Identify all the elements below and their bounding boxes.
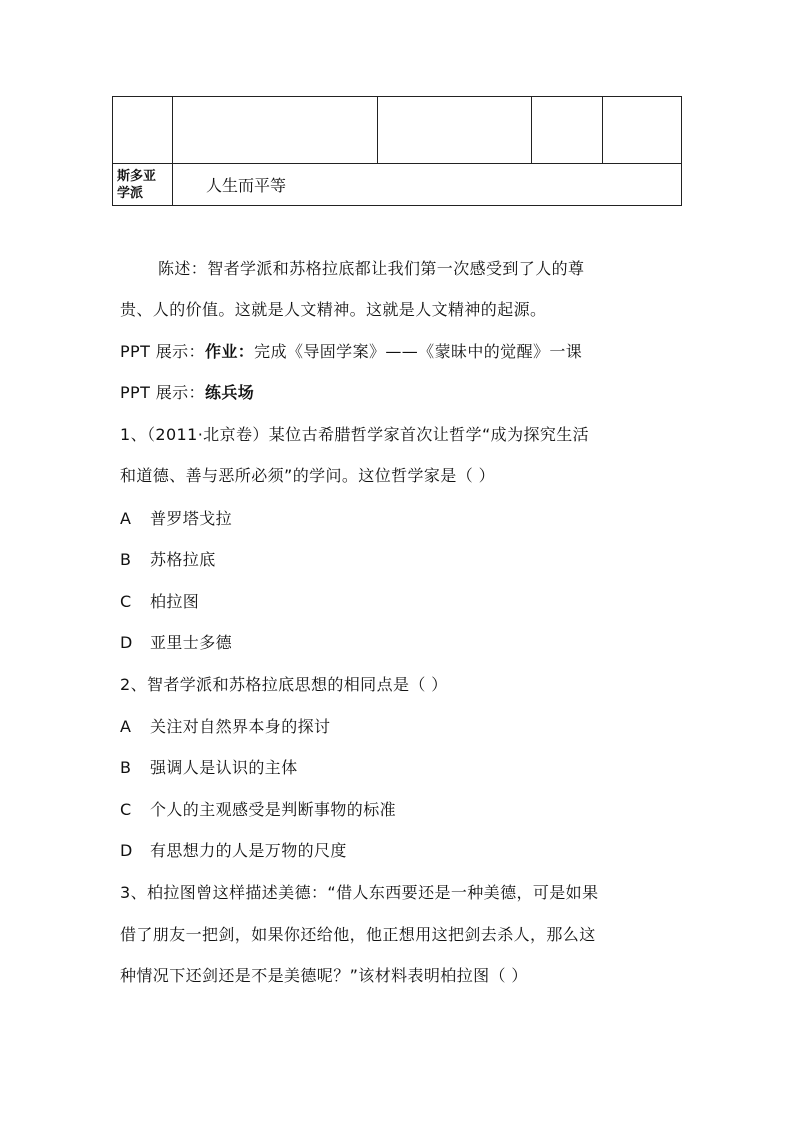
- question-1-option-a: [120, 508, 232, 530]
- table-row: [113, 164, 682, 206]
- question-1-line: 1、（2011·北京卷）某位古希腊哲学家首次让哲学“成为探究生活: [120, 425, 590, 444]
- table-cell: [113, 97, 173, 164]
- narration-line: 陈述：智者学派和苏格拉底都让我们第一次感受到了人的尊: [158, 259, 585, 278]
- option-text: 普罗塔戈拉: [150, 509, 233, 528]
- option-text: 苏格拉底: [150, 550, 216, 569]
- ppt-prefix: PPT 展示：: [120, 342, 205, 361]
- question-2-option-c: [120, 799, 396, 821]
- ppt-homework-line: [120, 341, 582, 363]
- question-1-option-c: [120, 591, 199, 613]
- question-3-line: 借了朋友一把剑，如果你还给他，他正想用这把剑去杀人，那么这: [120, 925, 596, 944]
- question-2-option-b: [120, 757, 298, 779]
- question-2-option-a: [120, 716, 330, 738]
- narration-line: 贵、人的价值。这就是人文精神。这就是人文精神的起源。: [120, 300, 547, 319]
- option-letter: A: [120, 509, 132, 528]
- school-name-line2: 学派: [117, 185, 144, 201]
- option-letter: D: [120, 841, 133, 860]
- school-name-line1: 斯多亚: [117, 168, 157, 184]
- table-row: [113, 97, 682, 164]
- option-letter: A: [120, 717, 132, 736]
- option-text: 亚里士多德: [150, 633, 233, 652]
- option-letter: B: [120, 758, 132, 777]
- option-text: 个人的主观感受是判断事物的标准: [150, 800, 397, 819]
- question-3-line: 种情况下还剑还是不是美德呢？”该材料表明柏拉图（ ）: [120, 966, 528, 985]
- option-text: 有思想力的人是万物的尺度: [150, 841, 347, 860]
- school-name-cell: [113, 164, 173, 206]
- question-2-line: 2、智者学派和苏格拉底思想的相同点是（ ）: [120, 675, 448, 694]
- question-1-option-d: [120, 632, 232, 654]
- ppt-prefix: PPT 展示：: [120, 383, 205, 402]
- ppt-practice-line: [120, 382, 254, 404]
- option-letter: B: [120, 550, 132, 569]
- option-text: 关注对自然界本身的探讨: [150, 717, 331, 736]
- school-idea-cell: 人生而平等: [173, 164, 682, 206]
- option-letter: C: [120, 592, 132, 611]
- schools-table: [112, 96, 682, 206]
- option-text: 强调人是认识的主体: [150, 758, 298, 777]
- table-cell: [532, 97, 603, 164]
- option-letter: C: [120, 800, 132, 819]
- table-cell: [173, 97, 378, 164]
- option-text: 柏拉图: [150, 592, 200, 611]
- question-1-line: 和道德、善与恶所必须”的学问。这位哲学家是（ ）: [120, 466, 495, 485]
- question-2-option-d: [120, 840, 347, 862]
- table-cell: [378, 97, 532, 164]
- question-3-line: 3、柏拉图曾这样描述美德：“借人东西要还是一种美德，可是如果: [120, 883, 599, 902]
- homework-text: 完成《导固学案》——《蒙昧中的觉醒》一课: [254, 342, 583, 361]
- question-1-option-b: [120, 549, 216, 571]
- table-cell: [603, 97, 682, 164]
- practice-label: 练兵场: [204, 383, 255, 402]
- homework-label: 作业：: [204, 342, 255, 361]
- option-letter: D: [120, 633, 133, 652]
